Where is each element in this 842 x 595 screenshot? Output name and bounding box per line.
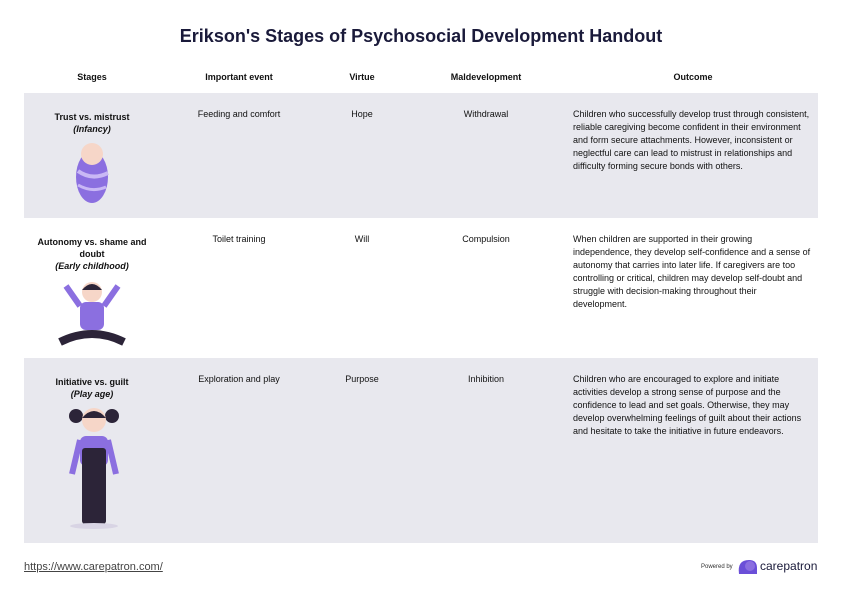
virtue-cell: Hope	[351, 109, 373, 119]
stage-name: Trust vs. mistrust	[54, 112, 130, 122]
header-outcome: Outcome	[673, 72, 713, 82]
stage-cell	[24, 111, 160, 135]
header-maldevelopment: Maldevelopment	[450, 72, 522, 82]
page-title: Erikson's Stages of Psychosocial Development Handout	[179, 26, 663, 46]
table-row	[24, 358, 818, 543]
stage-cell	[24, 376, 160, 400]
maldevelopment-cell: Compulsion	[462, 234, 510, 244]
carepatron-link[interactable]: https://www.carepatron.com/	[24, 561, 163, 573]
event-cell: Exploration and play	[198, 374, 280, 384]
toddler-illustration	[56, 276, 128, 346]
stage-age: (Early childhood)	[55, 261, 129, 271]
stage-age: (Infancy)	[73, 124, 111, 134]
stage-name: Initiative vs. guilt	[55, 377, 129, 387]
outcome-cell: Children who successfully develop trust through consistent, reliable caregiving become confident in their environment and form secure attachments. However, inconsistent or neglectful care can lead to mistrust in relationships and difficulty forming secure bonds with others.	[573, 109, 810, 171]
stage-age: (Play age)	[70, 389, 114, 399]
header-stages: Stages	[77, 72, 107, 82]
powered-by-label: Powered by	[701, 564, 733, 570]
event-cell: Feeding and comfort	[197, 109, 281, 119]
carepatron-logo-icon	[737, 558, 757, 574]
stage-name: Autonomy vs. shame and doubt	[37, 237, 147, 259]
maldevelopment-cell: Withdrawal	[463, 109, 509, 119]
header-event: Important event	[205, 72, 273, 82]
table-row	[24, 218, 818, 358]
stage-cell	[24, 236, 160, 272]
virtue-cell: Purpose	[345, 374, 379, 384]
outcome-cell: Children who are encouraged to explore and initiate activities develop a strong sense of purpose and the confidence to lead and set goals. Otherwise, they may develop overwhelming feelings of guilt about their actions and hesitate to take the initiative in future endeavors.	[573, 374, 802, 436]
virtue-cell: Will	[354, 234, 370, 244]
maldevelopment-cell: Inhibition	[467, 374, 505, 384]
brand-name: carepatron	[760, 559, 818, 573]
baby-illustration	[72, 137, 112, 205]
table-row	[24, 93, 818, 218]
event-cell: Toilet training	[212, 234, 266, 244]
child-illustration	[64, 404, 124, 530]
outcome-cell: When children are supported in their growing independence, they develop self-confidence and a sense of autonomy that carries into later life. If caregivers are too controlling or critical, children may develop self-doubt and struggle with decision-making throughout their development.	[573, 234, 811, 309]
header-virtue: Virtue	[349, 72, 375, 82]
